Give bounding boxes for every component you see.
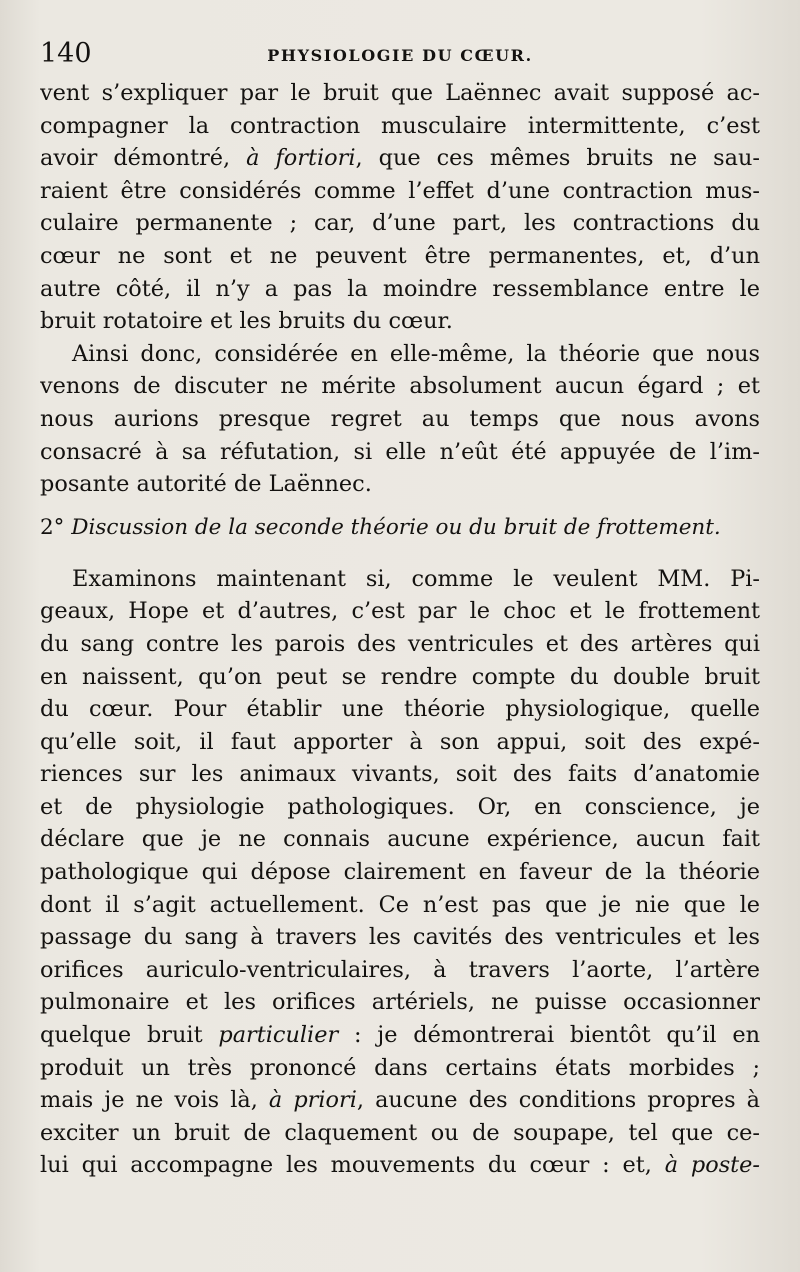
italic-text: à priori	[268, 1087, 357, 1114]
text-line: bruit rotatoire et les bruits du cœur.	[40, 308, 453, 335]
running-title: PHYSIOLOGIE DU CŒUR.	[267, 46, 533, 65]
italic-text: à fortiori	[246, 145, 356, 172]
text-line: du sang contre les parois des ventricules et des artères qui	[40, 630, 760, 657]
text-line: du cœur. Pour établir une théorie physiologique, quelle	[40, 696, 760, 723]
text-line: raient être considérés comme l’effet d’une contraction mus-	[40, 177, 760, 204]
text-line: qu’elle soit, il faut apporter à son appui, soit des expé-	[40, 728, 760, 755]
text-line: nous aurions presque regret au temps que nous avons	[40, 405, 760, 432]
text-line: venons de discuter ne mérite absolument aucun égard ; et	[40, 373, 760, 400]
text-line: consacré à sa réfutation, si elle n’eût été appuyée de l’im-	[40, 438, 760, 465]
text-line: geaux, Hope et d’autres, c’est par le choc et le frottement	[40, 598, 760, 625]
section-title: Discussion de la seconde théorie ou du bruit de frottement.	[71, 514, 721, 540]
text-line	[40, 142, 760, 175]
text-line	[40, 1019, 760, 1052]
text-span: , que ces mêmes bruits ne sau-	[355, 145, 760, 172]
page-number: 140	[40, 38, 92, 69]
text-line: autre côté, il n’y a pas la moindre ressemblance entre le	[40, 275, 760, 302]
text-line: dont il s’agit actuellement. Ce n’est pas que je nie que le	[40, 891, 760, 918]
text-line: en naissent, qu’on peut se rendre compte du double bruit	[40, 663, 760, 690]
italic-text: particulier	[218, 1022, 339, 1049]
text-span: quelque bruit	[40, 1022, 203, 1049]
text-line: produit un très prononcé dans certains états morbides ;	[40, 1054, 760, 1081]
section-number: 2°	[40, 514, 65, 540]
text-span: lui qui accompagne les mouvements du cœur : et,	[40, 1152, 652, 1179]
text-line: orifices auriculo-ventriculaires, à travers l’aorte, l’artère	[40, 956, 760, 983]
text-line: et de physiologie pathologiques. Or, en conscience, je	[40, 793, 760, 820]
text-line: compagner la contraction musculaire intermittente, c’est	[40, 112, 760, 139]
text-line: Examinons maintenant si, comme le veulent MM. Pi-	[72, 565, 760, 592]
text-line: posante autorité de Laënnec.	[40, 471, 372, 498]
text-line: pulmonaire et les orifices artériels, ne puisse occasionner	[40, 989, 760, 1016]
text-span: , aucune des conditions propres à	[356, 1087, 760, 1114]
page-header	[40, 36, 760, 76]
text-line: passage du sang à travers les cavités des ventricules et les	[40, 924, 760, 951]
text-line: déclare que je ne connais aucune expérience, aucun fait	[40, 826, 760, 853]
text-line	[40, 1149, 760, 1182]
text-line: pathologique qui dépose clairement en faveur de la théorie	[40, 859, 760, 886]
text-span: avoir démontré,	[40, 145, 231, 172]
text-line: vent s’expliquer par le bruit que Laënnec avait supposé ac-	[40, 80, 760, 106]
text-line: cœur ne sont et ne peuvent être permanentes, et, d’un	[40, 242, 760, 269]
text-line	[40, 1084, 760, 1117]
text-line: culaire permanente ; car, d’une part, les contractions du	[40, 210, 760, 237]
italic-text: à poste-	[664, 1152, 760, 1179]
text-line: Ainsi donc, considérée en elle-même, la théorie que nous	[72, 340, 760, 367]
text-span: mais je ne vois là,	[40, 1087, 258, 1114]
body-text	[40, 77, 760, 1182]
text-line: exciter un bruit de claquement ou de soupape, tel que ce-	[40, 1119, 760, 1146]
section-heading	[40, 511, 760, 545]
text-span: : je démontrerai bientôt qu’il en	[353, 1022, 760, 1049]
text-line: riences sur les animaux vivants, soit des faits d’anatomie	[40, 761, 760, 788]
